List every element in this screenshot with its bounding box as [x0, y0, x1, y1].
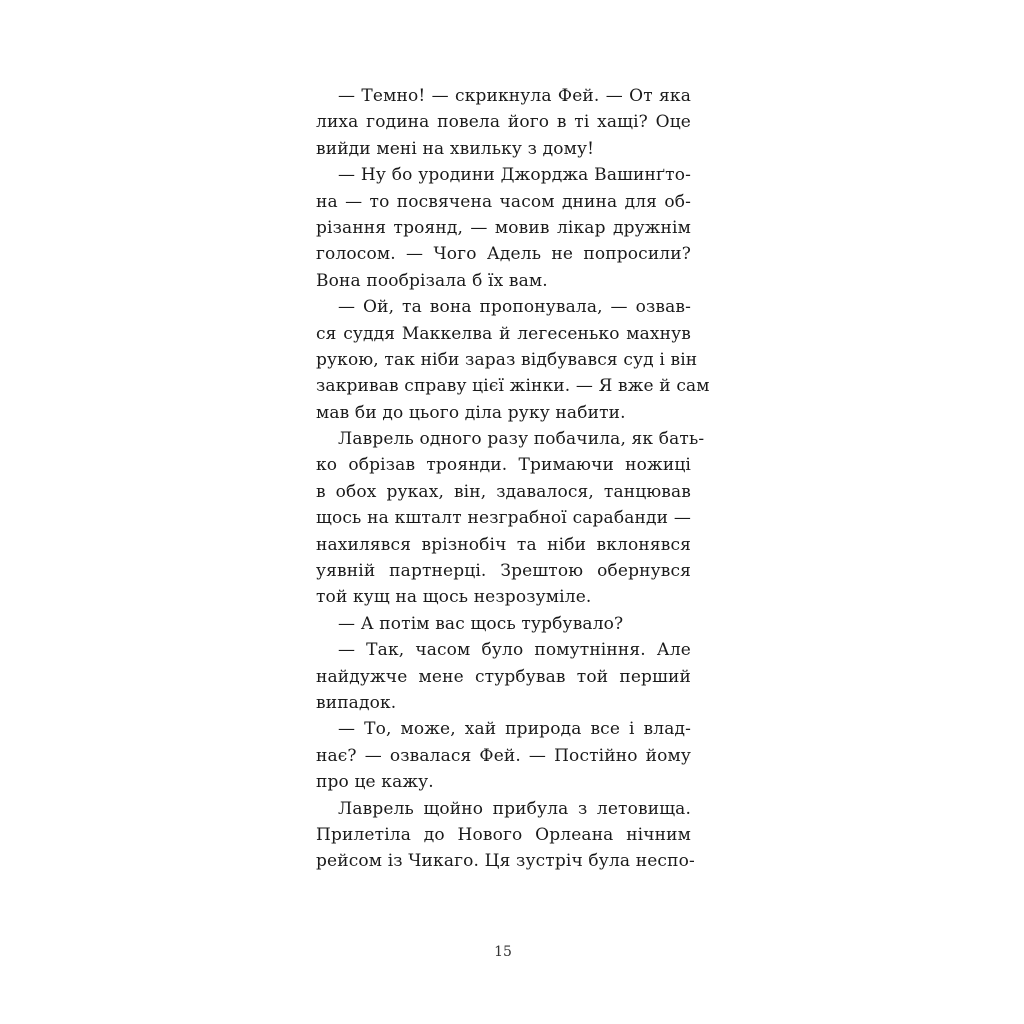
text-line: різання троянд, — мовив лікар дружнім — [316, 217, 691, 238]
text-line: мав би до цього діла руку набити. — [316, 402, 626, 423]
text-line: уявній партнерці. Зрештою обернувся — [316, 561, 691, 582]
text-line: нахилявся врізнобіч та ніби вклонявся — [316, 534, 691, 555]
text-line: рейсом із Чикаго. Ця зустріч була неспо- — [316, 851, 695, 872]
text-line: — То, може, хай природа все і влад- — [338, 719, 691, 740]
text-line: — Ну бо уродини Джорджа Вашинґто- — [338, 165, 691, 186]
text-line: нає? — озвалася Фей. — Постійно йому — [316, 745, 691, 766]
text-line: ко обрізав троянди. Тримаючи ножиці — [316, 455, 691, 476]
text-line: випадок. — [316, 692, 397, 713]
text-line: закривав справу цієї жінки. — Я вже й сам — [316, 376, 710, 397]
page-number: 15 — [494, 944, 512, 960]
text-line: той кущ на щось незрозуміле. — [316, 587, 592, 608]
text-line: Лаврель щойно прибула з летовища. — [338, 798, 691, 819]
text-line: — Так, часом було помутніння. Але — [338, 640, 691, 661]
text-line: ся суддя Маккелва й легесенько махнув — [316, 323, 691, 344]
text-line: на — то посвячена часом днина для об- — [316, 191, 691, 212]
text-line: Прилетіла до Нового Орлеана нічним — [316, 824, 691, 845]
text-line: про це кажу. — [316, 772, 434, 793]
text-line: щось на кшталт незграбної сарабанди — — [316, 508, 691, 529]
text-line: найдужче мене стурбував той перший — [316, 666, 691, 687]
text-line: в обох руках, він, здавалося, танцював — [316, 481, 691, 502]
text-line: Лаврель одного разу побачила, як бать- — [338, 429, 705, 450]
text-line: — Темно! — скрикнула Фей. — От яка — [338, 86, 691, 106]
text-line: рукою, так ніби зараз відбувався суд і він — [316, 349, 698, 370]
text-line: лиха година повела його в ті хащі? Оце — [316, 112, 691, 133]
body-text — [316, 83, 710, 875]
text-line: вийди мені на хвильку з дому! — [316, 138, 595, 159]
text-line: — Ой, та вона пропонувала, — озвав- — [338, 297, 691, 318]
text-line: — А потім вас щось турбувало? — [338, 613, 624, 634]
text-line: голосом. — Чого Адель не попросили? — [316, 244, 691, 265]
text-line: Вона пообрізала б їх вам. — [316, 270, 548, 291]
